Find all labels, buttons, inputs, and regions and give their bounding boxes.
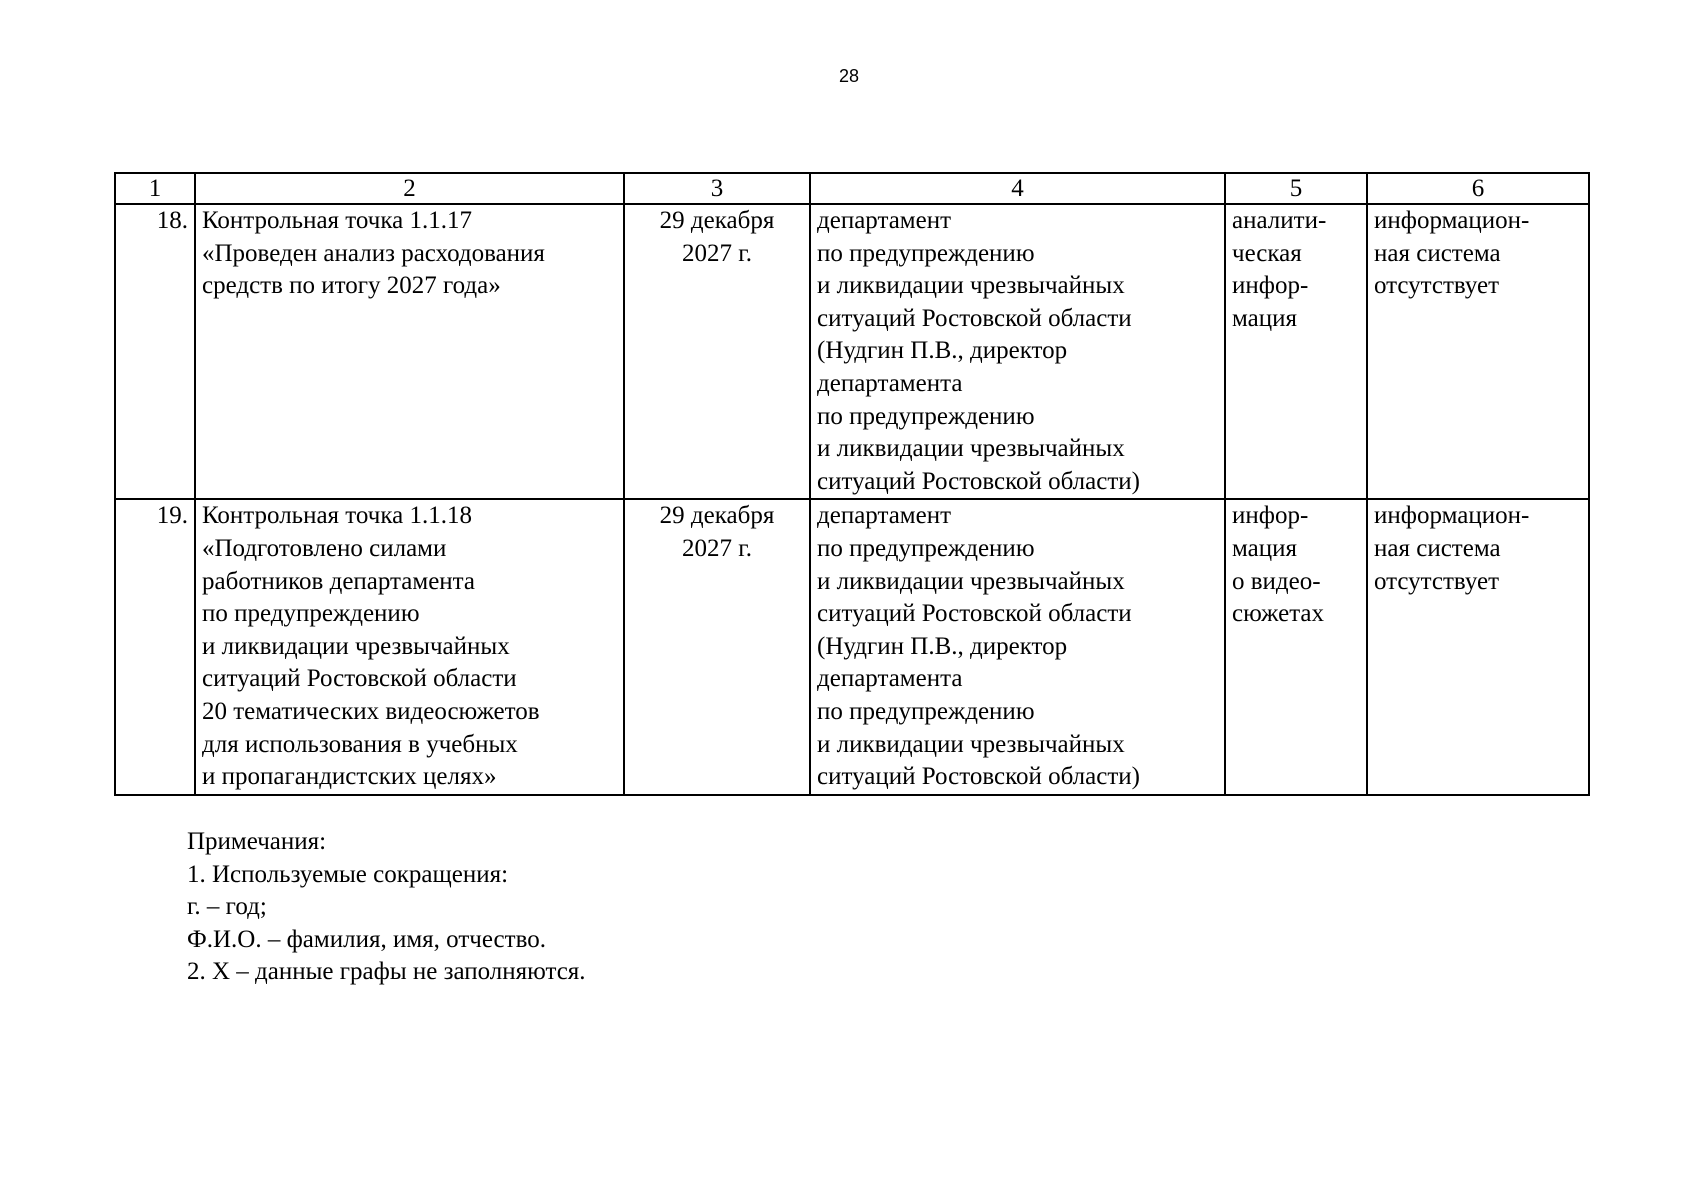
note-item: 2. Х – данные графы не заполняются. bbox=[187, 958, 586, 986]
row-number: 18. bbox=[115, 204, 195, 499]
table-row bbox=[115, 204, 1589, 499]
document-cell: аналити- ческая инфор- мация bbox=[1225, 204, 1367, 499]
notes-section bbox=[187, 826, 586, 989]
column-header: 1 bbox=[115, 173, 195, 204]
control-points-table bbox=[114, 172, 1590, 796]
column-header: 5 bbox=[1225, 173, 1367, 204]
date-cell: 29 декабря 2027 г. bbox=[624, 204, 810, 499]
document-cell: инфор- мация о видео- сюжетах bbox=[1225, 499, 1367, 794]
control-point-cell: Контрольная точка 1.1.18 «Подготовлено силами работников департамента по предупреждению и ликвидации чрезвычайных ситуаций Ростовской области 20 тематических видеосюжетов для использования в учебных и пропагандистских целях» bbox=[195, 499, 624, 794]
page-number: 28 bbox=[838, 66, 860, 86]
table-header-row bbox=[115, 173, 1589, 204]
column-header: 2 bbox=[195, 173, 624, 204]
note-item: 1. Используемые сокращения: bbox=[187, 860, 509, 888]
responsible-cell: департамент по предупреждению и ликвидации чрезвычайных ситуаций Ростовской области (Нудгин П.В., директор департамента по предупреждению и ликвидации чрезвычайных ситуаций Ростовской области) bbox=[810, 499, 1225, 794]
column-header: 4 bbox=[810, 173, 1225, 204]
abbreviation-item: г. – год; bbox=[187, 893, 267, 921]
abbreviation-item: Ф.И.О. – фамилия, имя, отчество. bbox=[187, 925, 546, 953]
column-header: 6 bbox=[1367, 173, 1589, 204]
system-cell: информацион- ная система отсутствует bbox=[1367, 204, 1589, 499]
control-point-cell: Контрольная точка 1.1.17 «Проведен анализ расходования средств по итогу 2027 года» bbox=[195, 204, 624, 499]
system-cell: информацион- ная система отсутствует bbox=[1367, 499, 1589, 794]
column-header: 3 bbox=[624, 173, 810, 204]
row-number: 19. bbox=[115, 499, 195, 794]
table-row bbox=[115, 499, 1589, 794]
responsible-cell: департамент по предупреждению и ликвидации чрезвычайных ситуаций Ростовской области (Нудгин П.В., директор департамента по предупреждению и ликвидации чрезвычайных ситуаций Ростовской области) bbox=[810, 204, 1225, 499]
date-cell: 29 декабря 2027 г. bbox=[624, 499, 810, 794]
notes-title: Примечания: bbox=[187, 828, 327, 855]
